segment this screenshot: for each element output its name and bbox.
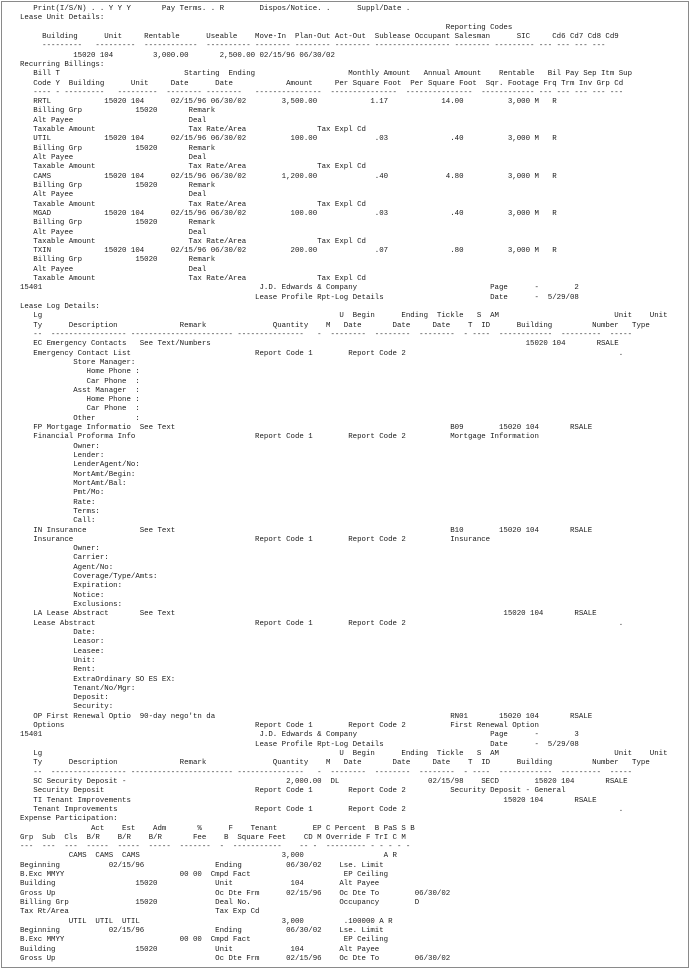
report-line: TXIN 15020 104 02/15/96 06/30/02 200.00 .07 .80 3,000 M R [20, 247, 557, 256]
report-line: Ty Description Remark Quantity M Date Date Date T ID Building Number Type [20, 759, 650, 768]
report-line: Gross Up Oc Dte Frm 02/15/96 Oc Dte To 06/30/02 [20, 889, 451, 898]
report-line: Security Deposit Report Code 1 Report Code 2 Security Deposit - General [20, 787, 566, 796]
report-line: Grp Sub Cls B/R B/R B/R Fee B Square Feet CD M Override F TrI C M [20, 833, 406, 842]
report-line: Call: [20, 517, 96, 526]
report-line: Tenant Improvements Report Code 1 Report Code 2 . [20, 805, 624, 814]
report-line: Lease Profile Rpt-Log Details Date - 5/29/08 [20, 293, 579, 302]
report-line: Taxable Amount Tax Rate/Area Tax Expl Cd [20, 275, 366, 284]
report-line: Alt Payee Deal [20, 265, 207, 274]
report-line: Date: [20, 628, 96, 637]
report-line: Building Unit Rentable Useable Move-In Plan-Out Act-Out Sublease Occupant Salesman SIC Cd6 Cd7 Cd8 Cd9 [20, 32, 619, 41]
report-line: LA Lease Abstract See Text 15020 104 RSALE [20, 610, 597, 619]
report-line: Billing Grp 15020 Remark [20, 181, 216, 190]
report-line: ---- - --------- --------- -------- -------- --------------- --------------- --------------- ------------ --- --- --- --- --- [20, 88, 624, 97]
report-line: Billing Grp 15020 Remark [20, 144, 216, 153]
report-line: Leasee: [20, 647, 105, 656]
report-line: Alt Payee Deal [20, 191, 207, 200]
report-line: Act Est Adm % F Tenant EP C Percent B PaS S B [20, 824, 415, 833]
report-line: EC Emergency Contacts See Text/Numbers 15020 104 RSALE [20, 340, 619, 349]
report-line: Taxable Amount Tax Rate/Area Tax Expl Cd [20, 163, 366, 172]
report-line: Print(I/S/N) . . Y Y Y Pay Terms. . R Dispos/Notice. . Suppl/Date . [20, 5, 411, 13]
report-line: ExtraOrdinary SO ES EX: [20, 675, 176, 684]
report-line: TI Tenant Improvements 15020 104 RSALE [20, 796, 597, 805]
report-line: Expiration: [20, 582, 123, 591]
report-line: Owner: [20, 442, 100, 451]
report-line: Bill T Starting Ending Monthly Amount Annual Amount Rentable Bil Pay Sep Itm Sup [20, 70, 633, 79]
report-line: MortAmt/Bal: [20, 479, 127, 488]
report-line: Lease Log Details: [20, 303, 100, 311]
report-line: Unit: [20, 656, 96, 665]
report-line: --------- --------- ------------ ---------- -------- -------- -------- ----------------- -------- --------- --- --- --- --- [20, 42, 606, 51]
report-line: Owner: [20, 545, 100, 554]
report-line: Terms: [20, 507, 100, 516]
report-line: Financial Proforma Info Report Code 1 Report Code 2 Mortgage Information [20, 433, 539, 442]
report-line: Building 15020 Unit 104 Alt Payee [20, 945, 380, 954]
report-line: Carrier: [20, 554, 109, 563]
report-line: Rent: [20, 666, 96, 675]
report-line: LenderAgent/No: [20, 461, 140, 470]
report-line: OP First Renewal Optio 90-day nego'tn da RN01 15020 104 RSALE [20, 712, 593, 721]
report-line: UTIL 15020 104 02/15/96 06/30/02 100.00 .03 .40 3,000 M R [20, 135, 557, 144]
report-line: Lease Profile Rpt-Log Details Date - 5/29/08 [20, 740, 579, 749]
report-line: Leasor: [20, 638, 105, 647]
report-line: Exclusions: [20, 601, 123, 609]
report-line: FP Mortgage Informatio See Text B09 15020 104 RSALE [20, 424, 593, 433]
report-line: -- ----------------- ----------------------- --------------- - -------- -------- -------- - ---- ------------ --------- ----- [20, 330, 633, 339]
report-body [20, 5, 668, 964]
report-line: Billing Grp 15020 Remark [20, 107, 216, 116]
report-line: Beginning 02/15/96 Ending 06/30/02 Lse. Limit [20, 926, 384, 935]
report-line: Alt Payee Deal [20, 154, 207, 162]
report-line: CAMS 15020 104 02/15/96 06/30/02 1,200.00 .40 4.80 3,000 M R [20, 172, 557, 181]
report-line: Options Report Code 1 Report Code 2 First Renewal Option [20, 722, 539, 731]
report-line: Billing Grp 15020 Deal No. Occupancy D [20, 899, 420, 907]
report-line: Notice: [20, 591, 105, 600]
report-line: Alt Payee Deal [20, 116, 207, 125]
report-line: Car Phone : [20, 377, 140, 386]
report-line: Pmt/Mo: [20, 489, 105, 498]
report-line: Expense Participation: [20, 815, 118, 824]
report-line: Taxable Amount Tax Rate/Area Tax Expl Cd [20, 200, 366, 209]
report-line: Billing Grp 15020 Remark [20, 256, 216, 265]
report-line: --- --- --- ----- ----- ----- ------- - ----------- -- - --------- - - - - - [20, 843, 411, 852]
report-line: Rate: [20, 498, 96, 507]
report-line: SC Security Deposit - 2,000.00 DL 02/15/98 SECD 15020 104 RSALE [20, 777, 628, 786]
report-line: Building 15020 Unit 104 Alt Payee [20, 880, 380, 889]
report-line: Lg U Begin Ending Tickle S AM Unit Unit [20, 750, 668, 758]
report-line: Store Manager: [20, 358, 136, 367]
report-line: UTIL UTIL UTIL 3,000 .100000 A R [20, 917, 393, 926]
report-line: Agent/No: [20, 563, 114, 572]
report-line: Lg U Begin Ending Tickle S AM Unit Unit [20, 312, 668, 321]
report-line: Security: [20, 703, 114, 712]
report-line: B.Exc MMYY 00 00 Cmpd Fact EP Ceiling [20, 936, 389, 945]
report-line: Taxable Amount Tax Rate/Area Tax Expl Cd [20, 237, 366, 246]
report-line: Lender: [20, 452, 105, 460]
report-line: Billing Grp 15020 Remark [20, 219, 216, 228]
report-line: Home Phone : [20, 368, 140, 377]
report-line: Car Phone : [20, 405, 140, 414]
report-line: Recurring Billings: [20, 60, 105, 69]
report-line: Lease Abstract Report Code 1 Report Code 2 . [20, 619, 624, 628]
report-line: Gross Up Oc Dte Frm 02/15/96 Oc Dte To 06/30/02 [20, 954, 451, 963]
report-line: Tax Rt/Area Tax Exp Cd [20, 908, 260, 917]
report-line: Insurance Report Code 1 Report Code 2 Insurance [20, 535, 491, 544]
report-line: 15401 J.D. Edwards & Company Page - 3 [20, 731, 579, 740]
report-line: Reporting Codes [20, 23, 513, 32]
report-line: 15020 104 3,000.00 2,500.00 02/15/96 06/30/02 [20, 51, 335, 60]
report-line: Deposit: [20, 694, 109, 703]
report-line: -- ----------------- ----------------------- --------------- - -------- -------- -------- - ---- ------------ --------- ----- [20, 768, 633, 777]
report-line: Asst Manager : [20, 386, 140, 395]
report-line: Code Y Building Unit Date Date Amount Per Square Foot Per Square Foot Sqr. Footage Frq Trm Inv Grp Cd [20, 79, 624, 88]
report-page [1, 1, 689, 968]
report-line: MortAmt/Begin: [20, 470, 136, 479]
report-line: 15401 J.D. Edwards & Company Page - 2 [20, 284, 579, 293]
report-line: Coverage/Type/Amts: [20, 573, 158, 582]
report-line: Lease Unit Details: [20, 14, 105, 23]
report-line: Tenant/No/Mgr: [20, 684, 136, 693]
report-line: Emergency Contact List Report Code 1 Report Code 2 . [20, 349, 624, 358]
report-line: B.Exc MMYY 00 00 Cmpd Fact EP Ceiling [20, 871, 389, 880]
report-line: CAMS CAMS CAMS 3,000 A R [20, 852, 397, 861]
report-line: MGAD 15020 104 02/15/96 06/30/02 100.00 .03 .40 3,000 M R [20, 209, 557, 218]
report-line: Home Phone : [20, 396, 140, 405]
report-line: Ty Description Remark Quantity M Date Date Date T ID Building Number Type [20, 321, 650, 330]
report-line: Alt Payee Deal [20, 228, 207, 237]
report-line: Beginning 02/15/96 Ending 06/30/02 Lse. Limit [20, 861, 384, 870]
report-line: Taxable Amount Tax Rate/Area Tax Expl Cd [20, 126, 366, 135]
report-line: IN Insurance See Text B10 15020 104 RSALE [20, 526, 593, 535]
report-line: Other : [20, 414, 140, 423]
report-line: RRTL 15020 104 02/15/96 06/30/02 3,500.00 1.17 14.00 3,000 M R [20, 98, 557, 107]
